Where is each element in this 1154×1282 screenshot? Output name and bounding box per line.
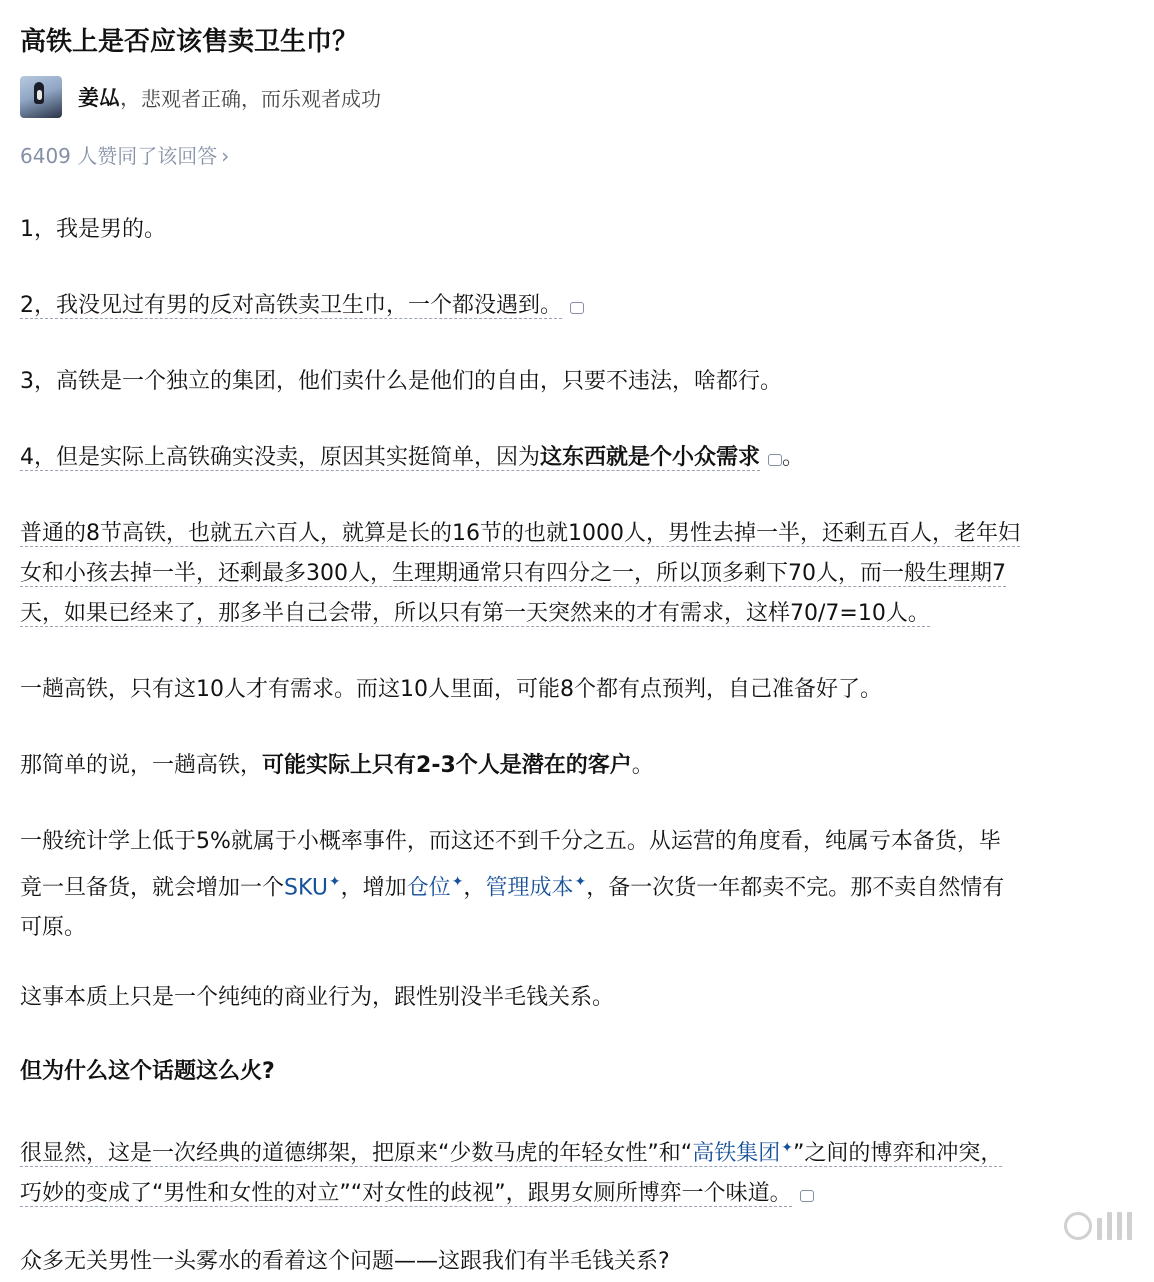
comment-bubble-icon[interactable]	[570, 302, 584, 314]
weibo-watermark-icon	[1064, 1212, 1132, 1240]
text-segment: 可原。	[20, 915, 87, 941]
vote-count-link[interactable]	[20, 142, 229, 170]
paragraph-11	[20, 1128, 1140, 1214]
bold-segment: 这东西就是个小众需求	[540, 445, 761, 470]
paragraph-4	[20, 438, 1140, 478]
chevron-right-icon: ›	[221, 144, 230, 168]
watermark-bar	[1107, 1212, 1112, 1240]
comment-bubble-icon[interactable]	[800, 1190, 814, 1202]
paragraph-5	[20, 514, 1140, 634]
highlight-line[interactable]: 普通的8节高铁，也就五六百人，就算是长的16节的也就1000人，男性去掉一半，还剩五百人，老年妇	[20, 521, 1020, 546]
paragraph-2	[20, 286, 1140, 326]
text-segment: 竟一旦备货，就会增加一个	[20, 875, 285, 901]
comment-bubble-icon[interactable]	[768, 454, 782, 466]
watermark-bar	[1097, 1218, 1102, 1240]
paragraph-9: 这事本质上只是一个纯纯的商业行为，跟性别没半毛钱关系。	[20, 985, 615, 1010]
sparkle-icon: ✦	[451, 874, 464, 890]
text-segment: 。	[631, 753, 654, 778]
text-segment: ”之间的博弈和冲突，	[792, 1141, 1003, 1167]
highlight-span[interactable]	[20, 445, 760, 471]
text-segment: ，备一次货一年都卖不完。那不卖自然情有	[586, 875, 1005, 901]
text-segment: ，	[463, 875, 486, 901]
avatar[interactable]	[20, 76, 62, 118]
text-segment: 那简单的说，一趟高铁，	[20, 753, 263, 778]
paragraph-6: 一趟高铁，只有这10人才有需求。而这10人里面，可能8个都有点预判，自己准备好了。	[20, 677, 882, 702]
paragraph-8	[20, 822, 1140, 948]
watermark-bar	[1127, 1212, 1132, 1240]
sparkle-icon: ✦	[781, 1140, 793, 1156]
keyword-link-sku[interactable]: SKU	[284, 875, 328, 901]
paragraph-3: 3，高铁是一个独立的集团，他们卖什么是他们的自由，只要不违法，啥都行。	[20, 369, 782, 394]
highlight-line[interactable]: 女和小孩去掉一半，还剩最多300人，生理期通常只有四分之一，所以顶多剩下70人，而一般生理期7	[20, 561, 1006, 586]
keyword-link-railway-group[interactable]: 高铁集团	[692, 1141, 781, 1167]
text-segment: 4，但是实际上高铁确实没卖，原因其实挺简单，因为	[20, 445, 540, 470]
text-segment: 很显然，这是一次经典的道德绑架，把原来“少数马虎的年轻女性”和“	[20, 1141, 693, 1167]
sparkle-icon: ✦	[574, 874, 587, 890]
author-separator: ，	[120, 86, 141, 110]
vote-count-text: 6409 人赞同了该回答	[20, 144, 218, 168]
paragraph-12: 众多无关男性一头雾水的看着这个问题——这跟我们有半毛钱关系?	[20, 1249, 670, 1274]
text-segment: 一般统计学上低于5%就属于小概率事件，而这还不到千分之五。从运营的角度看，纯属亏本备货，毕	[20, 829, 1001, 854]
text-segment: 。	[782, 445, 805, 470]
watermark-bar	[1117, 1212, 1122, 1240]
keyword-link-management-cost[interactable]: 管理成本	[485, 875, 574, 901]
highlight-line[interactable]: 巧妙的变成了“男性和女性的对立”“对女性的歧视”，跟男女厕所博弈一个味道。	[20, 1181, 792, 1207]
author-name[interactable]: 姜厸	[78, 86, 120, 110]
text-segment: ，增加	[340, 875, 407, 901]
author-bio: 悲观者正确，而乐观者成功	[141, 86, 381, 111]
watermark-circle	[1064, 1212, 1092, 1240]
penguin-icon	[34, 82, 44, 104]
highlight-line[interactable]	[20, 1141, 1002, 1167]
paragraph-1: 1，我是男的。	[20, 217, 166, 242]
keyword-link-warehouse[interactable]: 仓位	[406, 875, 451, 901]
highlight-span[interactable]: 2，我没见过有男的反对高铁卖卫生巾，一个都没遇到。	[20, 293, 562, 318]
sparkle-icon: ✦	[328, 874, 341, 890]
paragraph-7	[20, 746, 1140, 786]
paragraph-10: 但为什么这个话题这么火?	[20, 1059, 275, 1084]
author-row	[20, 76, 381, 118]
bold-segment: 可能实际上只有2-3个人是潜在的客户	[262, 753, 632, 778]
question-title[interactable]: 高铁上是否应该售卖卫生巾？	[20, 27, 359, 57]
highlight-line[interactable]: 天，如果已经来了，那多半自己会带，所以只有第一天突然来的才有需求，这样70/7=10人。	[20, 601, 930, 626]
